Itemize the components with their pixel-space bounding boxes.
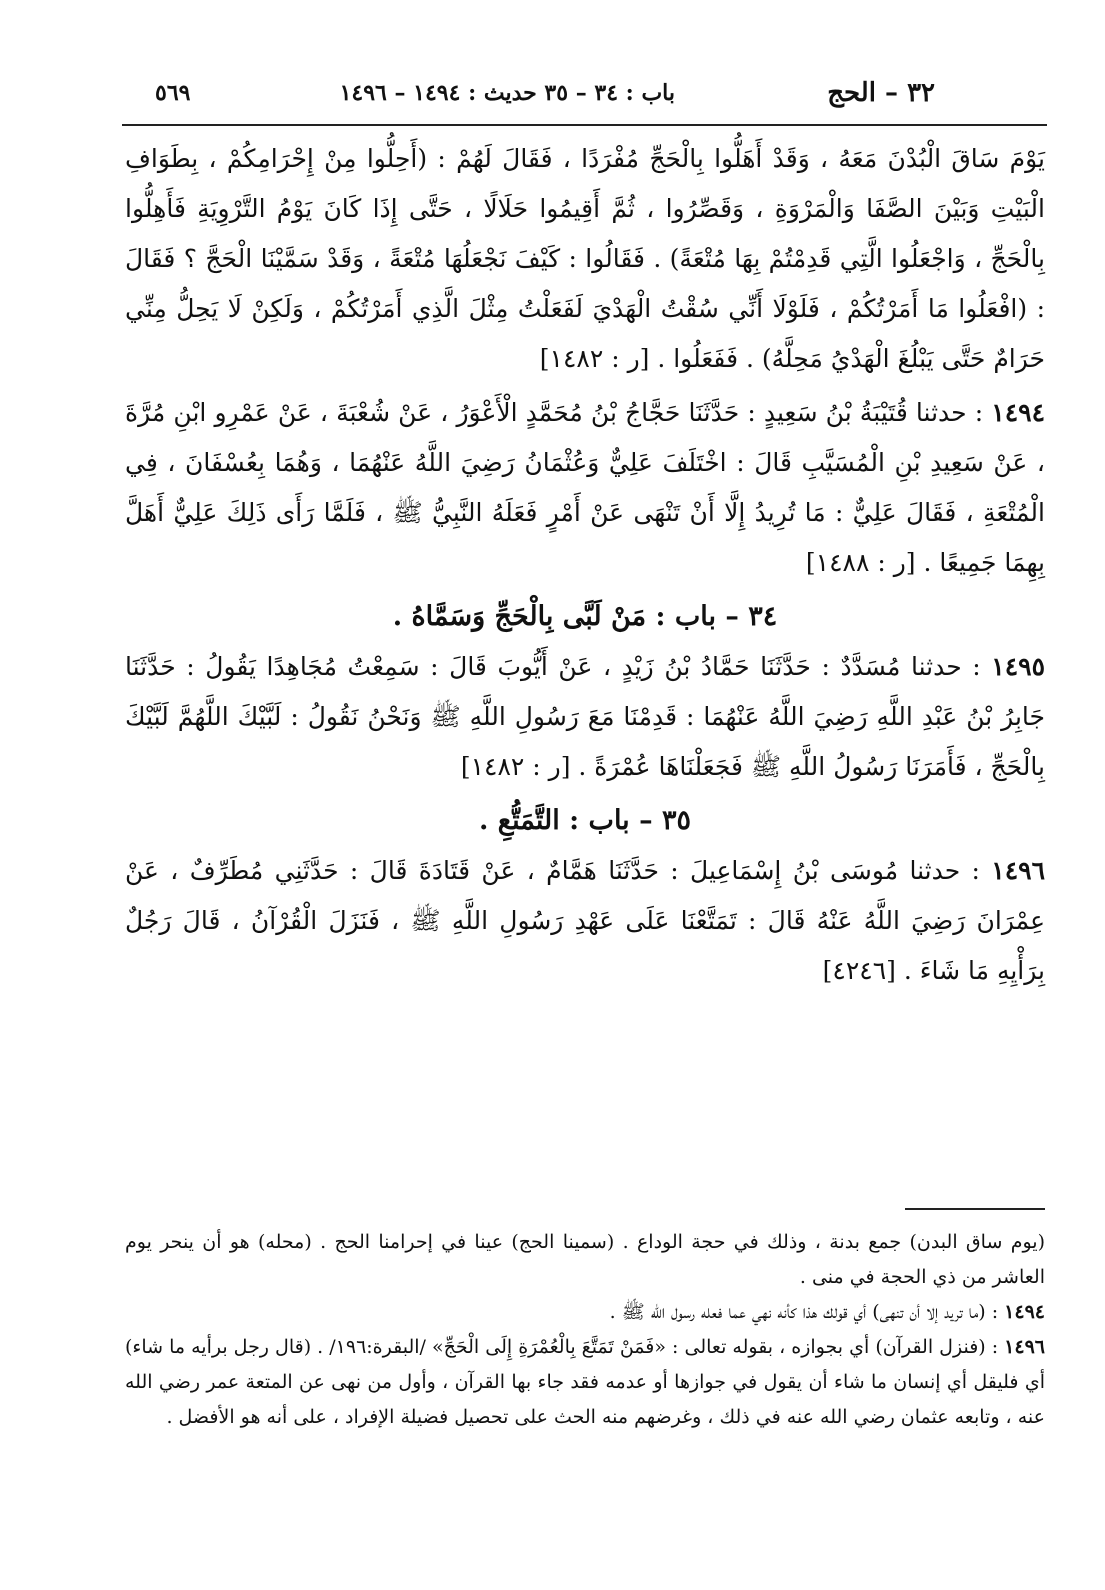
footnote — [125, 1295, 1045, 1330]
page-number: ٥٦٩ — [155, 80, 191, 106]
chapter-heading-35: ٣٥ – باب : التَّمَتُّعِ . — [478, 805, 692, 836]
footnote — [125, 1330, 1045, 1435]
hadith-number: ١٤٩٥ — [991, 652, 1045, 681]
hadith-text: : حدثنا مُوسَى بْنُ إِسْمَاعِيلَ : حَدَّثَنَا هَمَّامٌ ، عَنْ قَتَادَةَ قَالَ : حَدَّثَنِي مُطَرِّفٌ ، عَنْ عِمْرَانَ رَضِيَ اللَّهُ عَنْهُ قَالَ : تَمَتَّعْنَا عَلَى عَهْدِ رَسُولِ اللَّهِ ﷺ ، فَنَزَلَ الْقُرْآنُ ، قَالَ رَجُلٌ بِرَأْيِهِ مَا شَاءَ . [٤٢٤٦] — [125, 856, 1045, 985]
hadith-1496 — [125, 846, 1045, 996]
footnote-number: ١٤٩٦ — [1004, 1336, 1045, 1358]
hadith-text: : حدثنا مُسَدَّدٌ : حَدَّثَنَا حَمَّادُ بْنُ زَيْدٍ ، عَنْ أَيُّوبَ قَالَ : سَمِعْتُ مُجَاهِدًا يَقُولُ : حَدَّثَنَا جَابِرُ بْنُ عَبْدِ اللَّهِ رَضِيَ اللَّهُ عَنْهُمَا : قَدِمْنَا مَعَ رَسُولِ اللَّهِ ﷺ وَنَحْنُ نَقُولُ : لَبَّيْكَ اللَّهُمَّ لَبَّيْكَ بِالْحَجِّ ، فَأَمَرَنَا رَسُولُ اللَّهِ ﷺ فَجَعَلْنَاهَا عُمْرَةً . [ر : ١٤٨٢] — [125, 652, 1045, 781]
hadith-text: : حدثنا قُتَيْبَةُ بْنُ سَعِيدٍ : حَدَّثَنَا حَجَّاجُ بْنُ مُحَمَّدٍ الْأَعْوَرُ ، عَنْ شُعْبَةَ ، عَنْ عَمْرِو ابْنِ مُرَّةَ ، عَنْ سَعِيدِ بْنِ الْمُسَيَّبِ قَالَ : اخْتَلَفَ عَلِيٌّ وَعُثْمَانُ رَضِيَ اللَّهُ عَنْهُمَا ، وَهُمَا بِعُسْفَانَ ، فِي الْمُتْعَةِ ، فَقَالَ عَلِيٌّ : مَا تُرِيدُ إِلَّا أَنْ تَنْهَى عَنْ أَمْرٍ فَعَلَهُ النَّبِيُّ ﷺ ، فَلَمَّا رَأَى ذَلِكَ عَلِيٌّ أَهَلَّ بِهِمَا جَمِيعًا . [ر : ١٤٨٨] — [125, 398, 1045, 577]
running-header — [125, 72, 1045, 112]
footnote-number: ١٤٩٤ — [1004, 1301, 1045, 1323]
footnote-text: : (ما تريد إلا أن تنهى) أي قولك هذا كأنه نهي عما فعله رسول الله ﷺ . — [609, 1301, 1005, 1323]
footnote: (يوم ساق البدن) جمع بدنة ، وذلك في حجة الوداع . (سمينا الحج) عينا في إحرامنا الحج . (محله) هو أن ينحر يوم العاشر من ذي الحجة في منى . — [125, 1231, 1045, 1288]
hadith-number: ١٤٩٤ — [991, 398, 1045, 427]
hadith-number: ١٤٩٦ — [991, 856, 1045, 885]
section-reference: باب : ٣٤ – ٣٥ حديث : ١٤٩٤ – ١٤٩٦ — [339, 80, 675, 106]
chapter-heading-34: ٣٤ – باب : مَنْ لَبَّى بِالْحَجِّ وَسَمَّاهُ . — [392, 601, 778, 632]
footnote-text: : (فنزل القرآن) أي بجوازه ، بقوله تعالى : «فَمَنْ تَمَتَّعَ بِالْعُمْرَةِ إِلَى الْحَجِّ» /البقرة:١٩٦/ . (قال رجل برأيه ما شاء) أي فليقل أي إنسان ما شاء أن يقول في جوازها أو عدمه فقد جاء بها القرآن ، وأول من نهى عن المتعة عمر رضي الله عنه ، وتابعه عثمان رضي الله عنه في ذلك ، وغرضهم منه الحث على تحصيل فضيلة الإفراد ، على أنه هو الأفضل . — [125, 1336, 1045, 1428]
hadith-1495 — [125, 642, 1045, 792]
chapter-title: ٣٢ – الحج — [827, 78, 935, 108]
paragraph-continuation: يَوْمَ سَاقَ الْبُدْنَ مَعَهُ ، وَقَدْ أَهَلُّوا بِالْحَجِّ مُفْرَدًا ، فَقَالَ لَهُمْ : (أَحِلُّوا مِنْ إِحْرَامِكُمْ ، بِطَوَافِ الْبَيْتِ وَبَيْنَ الصَّفَا وَالْمَرْوَةِ ، وَقَصِّرُوا ، ثُمَّ أَقِيمُوا حَلَالًا ، حَتَّى إِذَا كَانَ يَوْمُ التَّرْوِيَةِ فَأَهِلُّوا بِالْحَجِّ ، وَاجْعَلُوا الَّتِي قَدِمْتُمْ بِهَا مُتْعَةً) . فَقَالُوا : كَيْفَ نَجْعَلُهَا مُتْعَةً ، وَقَدْ سَمَّيْنَا الْحَجَّ ؟ فَقَالَ : (افْعَلُوا مَا أَمَرْتُكُمْ ، فَلَوْلَا أَنِّي سُقْتُ الْهَدْيَ لَفَعَلْتُ مِثْلَ الَّذِي أَمَرْتُكُمْ ، وَلَكِنْ لَا يَحِلُّ مِنِّي حَرَامٌ حَتَّى يَبْلُغَ الْهَدْيُ مَحِلَّهُ) . فَفَعَلُوا . [ر : ١٤٨٢] — [125, 144, 1045, 373]
hadith-1494 — [125, 388, 1045, 588]
footnote-rule — [905, 1208, 1045, 1210]
main-text — [125, 134, 1045, 1000]
footnotes — [125, 1225, 1045, 1435]
header-rule — [122, 124, 1047, 126]
